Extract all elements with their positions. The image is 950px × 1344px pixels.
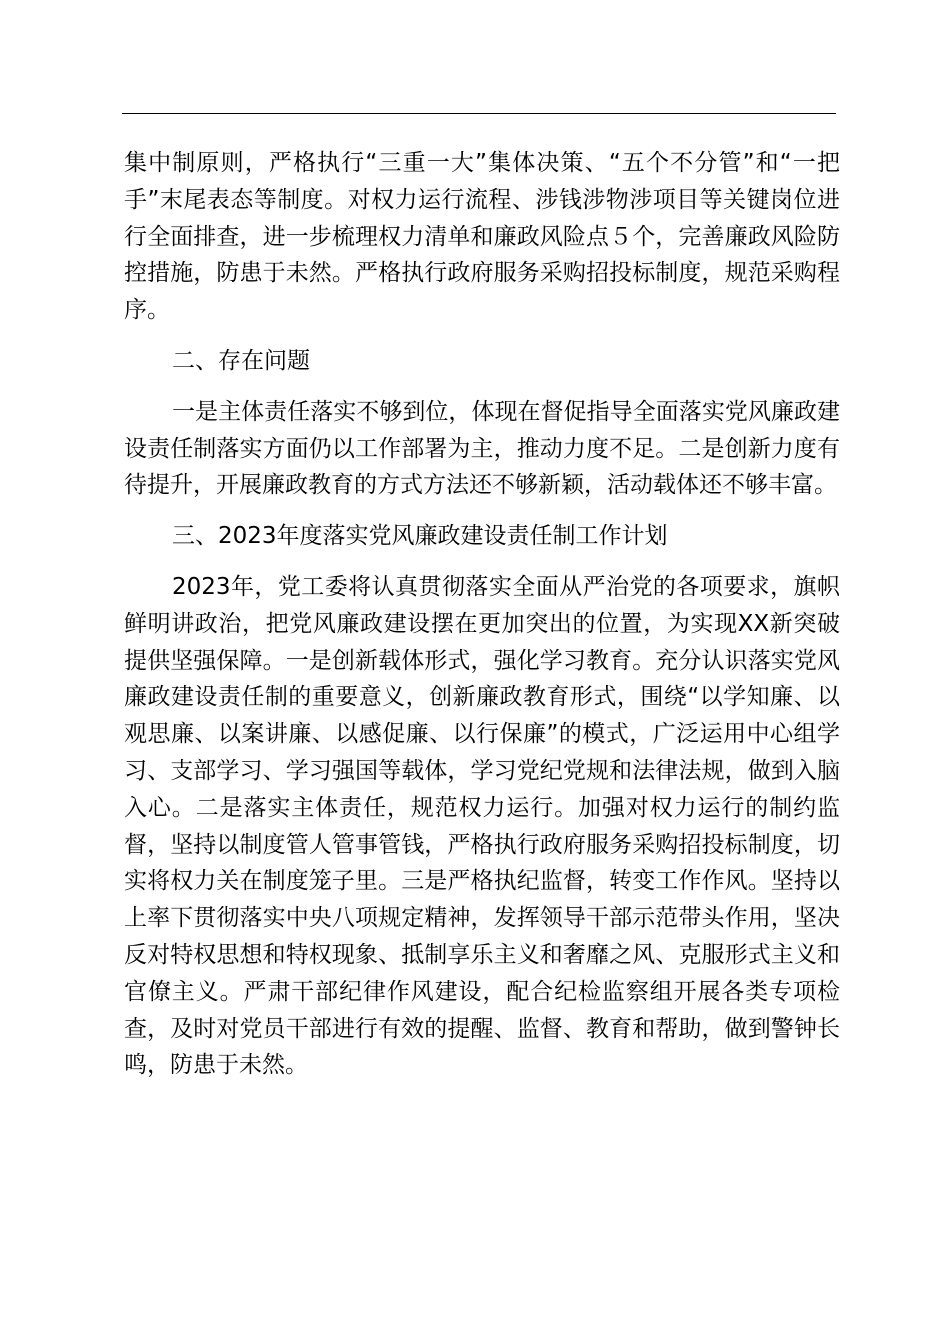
section-heading-plan: 三、2023年度落实党风廉政建设责任制工作计划 (172, 523, 668, 550)
paragraph-plan: 2023年，党工委将认真贯彻落实全面从严治党的各项要求，旗帜鲜明讲政治，把党风廉政建设摆在更加突出的位置，为实现XX新突破提供坚强保障。一是创新载体形式，强化学习教育。充分认识落实党风廉政建设责任制的重要意义，创新廉政教育形式，围绕“以学知廉、以观思廉、以案讲廉、以感促廉、以行保廉”的模式，广泛运用中心组学习、支部学习、学习强国等载体，学习党纪党规和法律法规，做到入脑入心。二是落实主体责任，规范权力运行。加强对权力运行的制约监督，坚持以制度管人管事管钱，严格执行政府服务采购招投标制度，切实将权力关在制度笼子里。三是严格执纪监督，转变工作作风。坚持以上率下贯彻落实中央八项规定精神，发挥领导干部示范带头作用，坚决反对特权思想和特权现象、抵制享乐主义和奢靡之风、克服形式主义和官僚主义。严肃干部纪律作风建设，配合纪检监察组开展各类专项检查，及时对党员干部进行有效的提醒、监督、教育和帮助，做到警钟长鸣，防患于未然。 (124, 573, 840, 1079)
section-heading-problems: 二、存在问题 (172, 347, 310, 374)
document-body (124, 145, 840, 1084)
paragraph-continuation: 集中制原则，严格执行“三重一大”集体决策、“五个不分管”和“一把手”末尾表态等制度。对权力运行流程、涉钱涉物涉项目等关键岗位进行全面排查，进一步梳理权力清单和廉政风险点５个，完善廉政风险防控措施，防患于未然。严格执行政府服务采购招投标制度，规范采购程序。 (124, 150, 840, 324)
paragraph-problems: 一是主体责任落实不够到位，体现在督促指导全面落实党风廉政建设责任制落实方面仍以工作部署为主，推动力度不足。二是创新力度有待提升，开展廉政教育的方式方法还不够新颖，活动载体还不够丰富。 (124, 398, 840, 499)
header-rule (122, 113, 836, 114)
